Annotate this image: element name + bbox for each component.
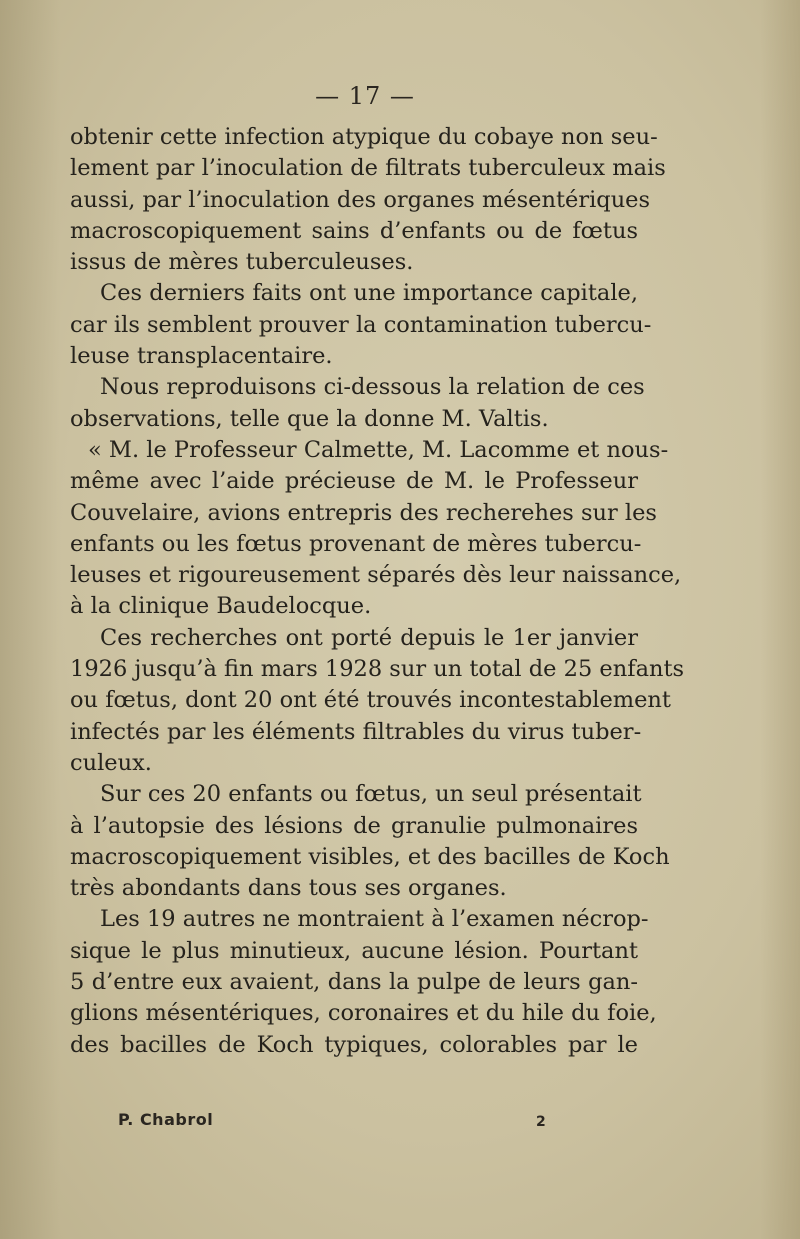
signature-mark: 2 — [536, 1114, 546, 1130]
text-line: obtenir cette infection atypique du cobaye non seu- — [70, 124, 658, 150]
text-line: 5 d’entre eux avaient, dans la pulpe de leurs gan- — [70, 969, 638, 996]
body-text — [70, 122, 685, 1061]
text-line: culeux. — [70, 749, 152, 776]
text-line: infectés par les éléments filtrables du virus tuber- — [70, 718, 642, 745]
text-line: Nous reproduisons ci-dessous la relation de ces — [100, 374, 645, 401]
text-line: observations, telle que la donne M. Valtis. — [70, 405, 549, 432]
footer-author: P. Chabrol — [118, 1110, 214, 1129]
text-line: ou fœtus, dont 20 ont été trouvés incontestablement — [70, 687, 671, 714]
text-line: lement par l’inoculation de filtrats tuberculeux mais — [70, 155, 666, 182]
text-line: Les 19 autres ne montraient à l’examen nécrop- — [100, 906, 649, 933]
text-line: enfants ou les fœtus provenant de mères tubercu- — [70, 530, 642, 557]
text-line: à la clinique Baudelocque. — [70, 593, 372, 620]
text-line: glions mésentériques, coronaires et du hile du foie, — [70, 1000, 657, 1027]
text-line: à l’autopsie des lésions de granulie pulmonaires — [70, 812, 638, 839]
text-line: aussi, par l’inoculation des organes mésentériques — [70, 186, 651, 213]
text-line: leuse transplacentaire. — [70, 343, 333, 370]
text-line: leuses et rigoureusement séparés dès leur naissance, — [70, 562, 682, 589]
text-line: sique le plus minutieux, aucune lésion. Pourtant — [70, 937, 638, 964]
text-line: macroscopiquement visibles, et des bacilles de Koch — [70, 843, 670, 870]
text-line: « M. le Professeur Calmette, M. Lacomme et nous- — [88, 436, 669, 463]
text-line: car ils semblent prouver la contamination tubercu- — [70, 311, 652, 338]
text-line: des bacilles de Koch typiques, colorables par le — [70, 1031, 638, 1058]
footer — [118, 1110, 568, 1136]
text-line: Ces derniers faits ont une importance capitale, — [100, 280, 638, 307]
text-line: Couvelaire, avions entrepris des recherehes sur les — [70, 499, 657, 526]
text-line: Sur ces 20 enfants ou fœtus, un seul présentait — [100, 781, 642, 808]
page-number: — 17 — — [315, 82, 415, 110]
text-line: macroscopiquement sains d’enfants ou de fœtus — [70, 217, 638, 244]
text-line: 1926 jusqu’à fin mars 1928 sur un total de 25 enfants — [70, 656, 685, 683]
text-line: très abondants dans tous ses organes. — [70, 875, 507, 902]
text-line: même avec l’aide précieuse de M. le Professeur — [70, 468, 638, 495]
text-line: Ces recherches ont porté depuis le 1er janvier — [100, 624, 638, 651]
text-line: issus de mères tuberculeuses. — [70, 249, 414, 276]
